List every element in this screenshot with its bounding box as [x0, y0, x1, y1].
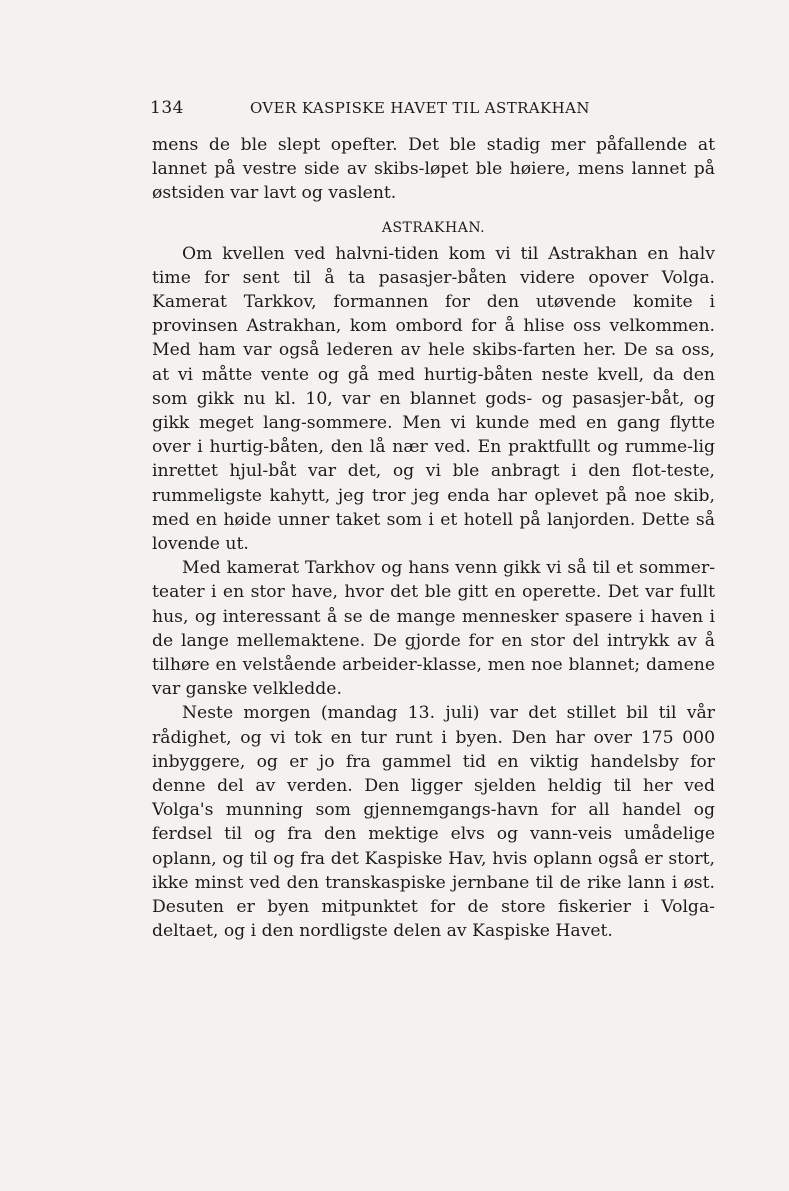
paragraph-continuation: mens de ble slept opefter. Det ble stadig mer påfallende at lannet på vestre side av skibs-løpet ble høiere, mens lannet på østsiden var lavt og vaslent. — [152, 135, 715, 204]
paragraph-arrival: Om kvellen ved halvni-tiden kom vi til Astrakhan en halv time for sent til å ta pasasjer-båten videre opover Volga. Kamerat Tarkkov, formannen for den utøvende komite i provinsen Astrakhan, kom ombord for å hlise oss velkommen. Med ham var også lederen av hele skibs-farten her. De sa oss, at vi måtte vente og gå med hurtig-båten neste kvell, da den som gikk nu kl. 10, var en blannet gods- og pasasjer-båt, og gikk meget lang-sommere. Men vi kunde med en gang flytte over i hurtig-båten, den lå nær ved. En praktfullt og rumme-lig inrettet hjul-båt var det, og vi ble anbragt i den flot-teste, rummeligste kahytt, jeg tror jeg enda har oplevet på noe skib, med en høide unner taket som i et hotell på lanjorden. Dette så lovende ut. — [152, 243, 715, 555]
page-header — [150, 98, 720, 122]
paragraph-city-tour: Neste morgen (mandag 13. juli) var det stillet bil til vår rådighet, og vi tok en tur runt i byen. Den har over 175 000 inbyggere, og er jo fra gammel tid en viktig handelsby for denne del av verden. Den ligger sjelden heldig til her ved Volga's munning som gjennemgangs-havn for all handel og ferdsel til og fra den mektige elvs og vann-veis umådelige oplann, og til og fra det Kaspiske Hav, hvis oplann også er stort, ikke minst ved den transkaspiske jernbane til de rike lann i øst. Desuten er byen mitpunktet for de store fiskerier i Volga-deltaet, og i den nordligste delen av Kaspiske Havet. — [152, 703, 715, 942]
section-heading: ASTRAKHAN. — [381, 219, 486, 236]
paragraph-theatre: Med kamerat Tarkhov og hans venn gikk vi så til et sommer-teater i en stor have, hvor det ble gitt en operette. Det var fullt hus, og interessant å se de mange mennesker spasere i haven i de lange mellemaktene. De gjorde for en stor del intrykk av å tilhøre en velstående arbeider-klasse, men noe blannet; damene var ganske velkledde. — [152, 558, 715, 700]
body-text — [152, 133, 715, 944]
running-title: OVER KASPISKE HAVET TIL ASTRAKHAN — [250, 99, 590, 117]
page-number: 134 — [150, 98, 184, 118]
